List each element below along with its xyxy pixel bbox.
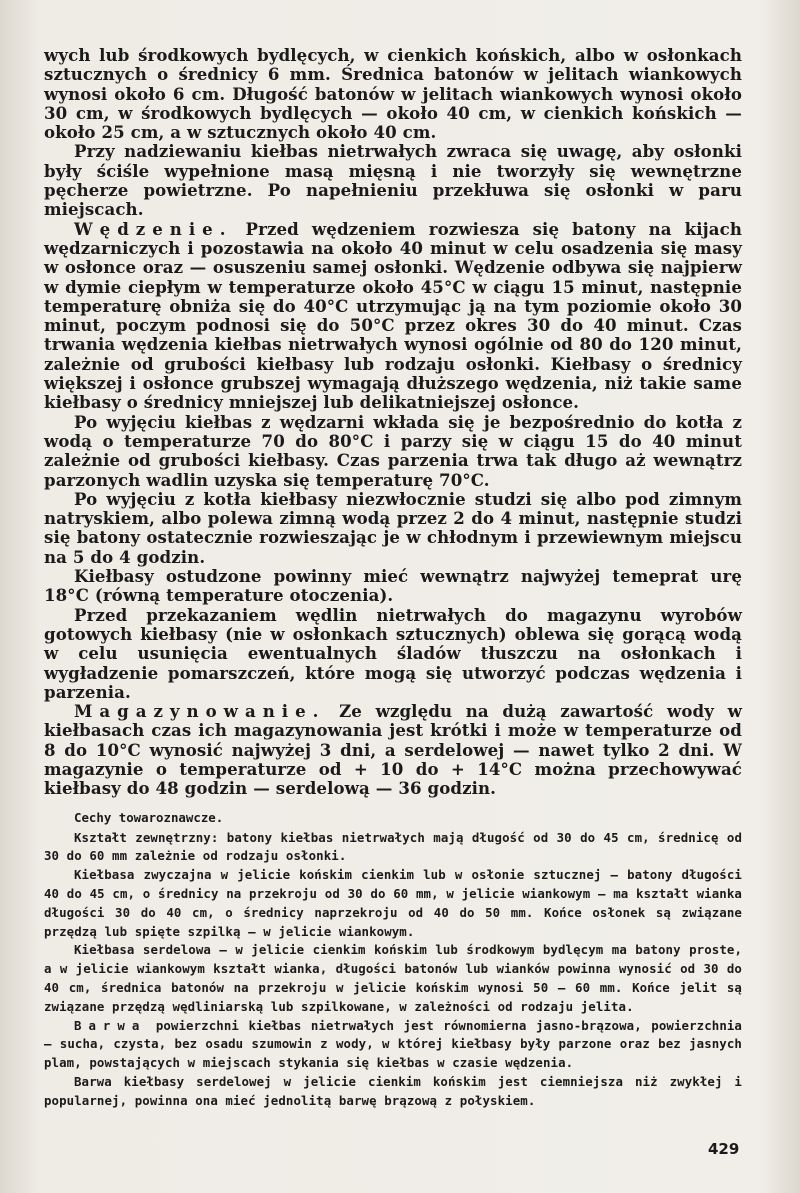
page-number: 429 [708, 1140, 740, 1158]
spaced-word-barwa: Barwa [74, 1017, 147, 1033]
small-paragraph-4 [44, 1017, 742, 1073]
paragraph-2: Przy nadziewaniu kiełbas nietrwałych zwraca się uwagę, aby osłonki były ściśle wypełnione masą mięsną i nie tworzyły się wewnętrzne pęcherze powietrzne. Po napełnieniu przekłuwa się osłonki w paru miejscach. [44, 141, 742, 220]
paragraph-1: wych lub środkowych bydlęcych, w cienkich końskich, albo w osłonkach sztucznych o średnicy 6 mm. Średnica batonów w jelitach wiankowych wynosi około 6 cm. Długość batonów w jelitach wiankowych wynosi około 30 cm, w środkowych bydlęcych — około 40 cm, w cienkich końskich — około 25 cm, a w sztucznych około 40 cm. [44, 45, 742, 143]
paragraph-3 [44, 220, 742, 413]
text-column [44, 46, 742, 1111]
small-paragraph-1: Kształt zewnętrzny: batony kiełbas nietrwałych mają długość od 30 do 45 cm, średnicę od 30 do 60 mm zależnie od rodzaju osłonki. [44, 829, 742, 864]
paragraph-6: Kiełbasy ostudzone powinny mieć wewnątrz najwyżej temeprat urę 18°C (równą temperature otoczenia). [44, 566, 742, 606]
paragraph-8-text: Ze względu na dużą zawartość wody w kiełbasach czas ich magazynowania jest krótki i może w temperaturze od 8 do 10°C wynosić najwyżej 3 dni, a serdelowej — nawet tylko 2 dni. W magazynie o temperaturze od + 10 do + 14°C można przechowywać kiełbasy do 48 godzin — serdelową — 36 godzin. [44, 701, 742, 799]
paragraph-3-text: Przed wędzeniem rozwiesza się batony na kijach wędzarniczych i pozostawia na około 40 minut w celu osadzenia się masy w osłonce oraz — osuszeniu samej osłonki. Wędzenie odbywa się najpierw w dymie ciepłym w temperaturze około 45°C w ciągu 15 minut, następnie temperaturę obniża się do 40°C utrzymując ją na tym poziomie około 30 minut, poczym podnosi się do 50°C przez okres 30 do 40 minut. Czas trwania wędzenia kiełbas nietrwałych wynosi ogólnie od 80 do 120 minut, zależnie od grubości kiełbasy lub rodzaju osłonki. Kiełbasy o średnicy większej i osłonce grubszej wymagają dłuższego wędzenia, niż takie same kiełbasy o średnicy mniejszej lub delikatniejszej osłonce. [44, 218, 742, 413]
small-paragraph-2: Kiełbasa zwyczajna w jelicie końskim cienkim lub w osłonie sztucznej — batony długości 40 do 45 cm, o średnicy na przekroju od 30 do 60 mm, w jelicie wiankowym — ma kształt wianka długości 30 do 40 cm, o średnicy naprzekroju od 40 do 50 mm. Końce osłonek są związane przędzą lub spięte szpilką — w jelicie wiankowym. [44, 867, 742, 939]
small-paragraph-4-text: powierzchni kiełbas nietrwałych jest równomierna jasno-brązowa, powierzchnia — sucha, czysta, bez osadu szumowin z wody, w której kiełbasy były parzone oraz bez jasnych plam, powstających w miejscach stykania się kiełbas w czasie wędzenia. [44, 1017, 742, 1071]
small-paragraph-3: Kiełbasa serdelowa — w jelicie cienkim końskim lub środkowym bydlęcym ma batony proste, a w jelicie wiankowym kształt wianka, długości batonów lub wianków powinna wynosić od 30 do 40 cm, średnica batonów na przekroju w jelicie końskim wynosi 50 — 60 mm. Końce jelit są związane przędzą wędliniarską lub szpilkowane, w zależności od rodzaju jelita. [44, 942, 742, 1014]
paragraph-5: Po wyjęciu z kotła kiełbasy niezwłocznie studzi się albo pod zimnym natryskiem, albo polewa zimną wodą przez 2 do 4 minut, następnie studzi się batony ostatecznie rozwieszając je w chłodnym i przewiewnym miejscu na 5 do 4 godzin. [44, 488, 742, 567]
paragraph-7: Przed przekazaniem wędlin nietrwałych do magazynu wyrobów gotowych kiełbasy (nie w osłonkach sztucznych) oblewa się gorącą wodą w celu usunięcia ewentualnych śladów tłuszczu na osłonkach i wygładzenie pomarszczeń, które mogą się utworzyć podczas wędzenia i parzenia. [44, 604, 742, 702]
paragraph-4: Po wyjęciu kiełbas z wędzarni wkłada się je bezpośrednio do kotła z wodą o temperaturze 70 do 80°C i parzy się w ciągu 15 do 40 minut zależnie od grubości kiełbasy. Czas parzenia trwa tak długo aż wewnątrz parzonych wadlin uzyska się temperaturę 70°C. [44, 411, 742, 490]
paragraph-8 [44, 702, 742, 798]
section-heading: Cechy towaroznawcze. [74, 809, 224, 825]
spaced-word-magazynowanie: Magazynowanie. [74, 701, 326, 722]
small-paragraph-5: Barwa kiełbasy serdelowej w jelicie cienkim końskim jest ciemniejsza niż zwykłej i popularnej, powinna ona mieć jednolitą barwę brązową z połyskiem. [44, 1073, 742, 1108]
spaced-word-wedzenie: Wędzenie. [74, 218, 233, 239]
